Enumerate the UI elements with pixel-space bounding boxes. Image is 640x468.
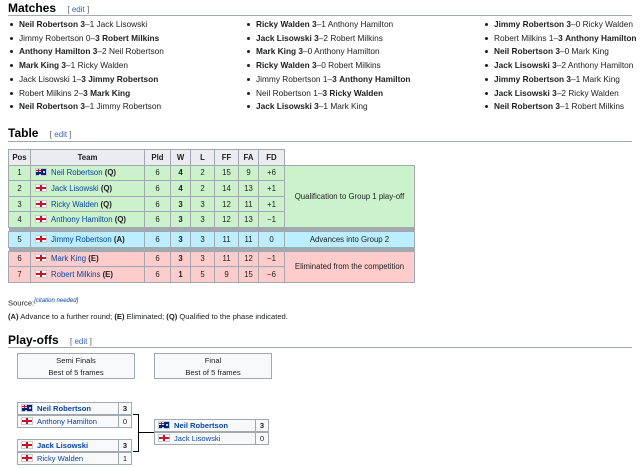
column-header[interactable]: Pos [9, 150, 31, 166]
w-cell: 4 [171, 181, 191, 197]
match-player-2: Anthony Hamilton [339, 73, 411, 84]
ff-cell: 12 [215, 196, 239, 212]
score-separator: – [316, 19, 322, 29]
team-cell [31, 181, 145, 197]
match-result [10, 18, 164, 32]
bracket-player-link[interactable]: Jack Lisowski [37, 441, 89, 450]
round-format: Best of 5 frames [48, 368, 104, 377]
pld-cell: 6 [145, 212, 171, 228]
match-score-2: 3 [332, 73, 337, 84]
fd-cell: +1 [259, 196, 285, 212]
table-heading [8, 126, 72, 140]
w-cell: 4 [171, 165, 191, 181]
table-heading-rule [8, 141, 632, 142]
bracket-score: 3 [255, 419, 269, 432]
team-cell [31, 165, 145, 181]
team-cell [31, 231, 145, 247]
player-link[interactable]: Neil Robertson [51, 168, 103, 178]
match-player-1: Jack Lisowski [256, 101, 312, 112]
match-result [10, 73, 164, 87]
match-player-1: Jack Lisowski [494, 60, 550, 71]
fa-cell: 12 [239, 251, 259, 267]
l-cell: 3 [191, 212, 215, 228]
player-link[interactable]: Ricky Walden [51, 199, 99, 209]
match-result [485, 73, 637, 87]
score-separator: – [571, 19, 576, 29]
status-tag: (Q) [100, 199, 112, 209]
table-edit-section: [ edit ] [49, 130, 72, 139]
match-player-2: Anthony Hamilton [565, 32, 637, 43]
column-header[interactable]: L [191, 150, 215, 166]
match-player-2: Mark King [90, 87, 131, 98]
team-cell [31, 251, 145, 267]
match-player-2: Robert Milkins [571, 101, 625, 112]
position-cell: 7 [9, 267, 31, 283]
matches-heading-rule [8, 15, 632, 16]
l-cell: 5 [191, 267, 215, 283]
match-score-1: 3 [80, 19, 85, 29]
l-cell: 3 [191, 231, 215, 247]
w-cell: 3 [171, 251, 191, 267]
australia-flag-icon [35, 168, 47, 176]
status-tag: (Q) [114, 215, 126, 225]
england-flag-icon [35, 184, 47, 192]
qualification-note: Qualification to Group 1 play-off [285, 165, 415, 227]
column-header[interactable]: Team [31, 150, 145, 166]
qualification-note: Advances into Group 2 [285, 231, 415, 247]
fa-cell: 15 [239, 267, 259, 283]
match-score-2: 2 [561, 87, 566, 98]
score-separator: – [97, 46, 103, 57]
match-score-1: 1 [322, 73, 328, 84]
match-score-1: 1 [72, 73, 77, 84]
fa-cell: 13 [239, 212, 259, 228]
match-player-2: Ricky Walden [582, 19, 633, 29]
match-player-2: Ricky Walden [329, 87, 384, 98]
match-player-2: Jimmy Robertson [88, 73, 159, 84]
match-player-2: Robert Milkins [328, 60, 381, 71]
playoffs-edit-link[interactable]: edit [74, 337, 88, 346]
status-tag: (Q) [100, 183, 113, 193]
match-result [485, 32, 637, 46]
match-score-1: 0 [85, 32, 91, 43]
england-flag-icon [21, 441, 33, 449]
fa-cell: 11 [239, 231, 259, 247]
match-score-2: 1 [70, 60, 76, 71]
matches-column-3 [485, 18, 637, 114]
match-score-2: 3 [83, 87, 88, 98]
matches-heading-text: Matches [8, 1, 57, 15]
pld-cell: 6 [145, 165, 171, 181]
match-score-2: 3 [322, 87, 328, 98]
standings-row [9, 165, 415, 181]
round-name: Semi Finals [56, 356, 96, 365]
w-cell: 1 [171, 267, 191, 283]
match-player-1: Jimmy Robertson [256, 73, 321, 84]
match-player-1: Ricky Walden [256, 19, 310, 29]
bracket-player [154, 419, 256, 432]
ff-cell: 14 [215, 181, 239, 197]
playoffs-heading-rule [8, 347, 632, 348]
match-result [247, 87, 411, 101]
score-separator: – [78, 87, 84, 98]
match-result [485, 59, 637, 73]
match-score-2: 1 [89, 101, 95, 112]
match-score-2: 0 [564, 46, 570, 57]
fd-cell: 0 [259, 231, 285, 247]
fd-cell: −6 [259, 267, 285, 283]
match-result [10, 87, 164, 101]
match-player-1: Robert Milkins [19, 87, 72, 98]
fd-cell: +1 [259, 181, 285, 197]
match-player-2: Robert Milkins [330, 32, 383, 43]
ff-cell: 11 [215, 251, 239, 267]
fa-cell: 13 [239, 181, 259, 197]
match-player-1: Jack Lisowski [19, 73, 70, 84]
match-score-1: 3 [80, 101, 85, 112]
score-separator: – [556, 60, 562, 71]
legend-text: Qualified to the phase indicated. [177, 312, 288, 321]
matches-edit-section: [ edit ] [67, 5, 90, 14]
match-result [10, 32, 164, 46]
match-player-2: Neil Robertson [108, 46, 164, 57]
match-score-2: 2 [323, 32, 328, 43]
match-player-2: Robert Milkins [102, 32, 160, 43]
ff-cell: 9 [215, 267, 239, 283]
table-legend [8, 312, 288, 321]
standings-row [9, 251, 415, 267]
match-result [485, 87, 637, 101]
match-result [247, 100, 411, 114]
match-score-1: 3 [552, 87, 557, 98]
l-cell: 2 [191, 165, 215, 181]
qualification-note: Eliminated from the competition [285, 251, 415, 282]
match-score-2: 3 [558, 32, 563, 43]
match-player-2: Jimmy Robertson [96, 101, 162, 112]
legend-text: Advance to a further round; [18, 312, 115, 321]
fd-cell: −1 [259, 212, 285, 228]
score-separator: – [84, 19, 90, 29]
fd-cell: +6 [259, 165, 285, 181]
bracket-player-link[interactable]: Neil Robertson [37, 404, 92, 413]
match-score-1: 3 [555, 46, 560, 57]
fa-cell: 9 [239, 165, 259, 181]
match-score-2: 3 [95, 32, 100, 43]
bracket-score: 0 [118, 415, 132, 428]
match-player-1: Mark King [19, 60, 60, 71]
match-player-1: Neil Robertson [19, 101, 79, 112]
bracket-player [17, 415, 119, 428]
match-result [485, 45, 637, 59]
match-result [247, 73, 411, 87]
match-player-1: Jimmy Robertson [19, 32, 84, 43]
match-player-1: Anthony Hamilton [19, 46, 91, 57]
match-player-1: Ricky Walden [256, 60, 310, 71]
score-separator: – [76, 73, 82, 84]
score-separator: – [553, 32, 559, 43]
citation-needed-link[interactable]: [citation needed] [34, 298, 79, 304]
position-cell: 5 [9, 231, 31, 247]
match-player-2: Mark King [582, 73, 620, 84]
matches-edit-link[interactable]: edit [71, 5, 85, 14]
bracket-player [17, 439, 119, 452]
match-score-2: 1 [321, 19, 326, 29]
position-cell: 2 [9, 181, 31, 197]
match-score-1: 3 [314, 32, 319, 43]
england-flag-icon [35, 200, 47, 208]
match-score-1: 3 [555, 101, 560, 112]
bracket-player [154, 432, 256, 445]
round-header-semi-finals [17, 353, 135, 379]
match-player-2: Anthony Hamilton [327, 19, 394, 29]
england-flag-icon [35, 254, 47, 262]
match-result [247, 18, 411, 32]
match-player-1: Mark King [256, 46, 297, 57]
england-flag-icon [21, 417, 33, 425]
australia-flag-icon [158, 421, 170, 429]
table-edit-link[interactable]: edit [54, 130, 68, 139]
match-score-2: 0 [307, 46, 313, 57]
match-result [247, 45, 411, 59]
pld-cell: 6 [145, 181, 171, 197]
column-header[interactable]: FA [239, 150, 259, 166]
match-result [10, 59, 164, 73]
england-flag-icon [158, 434, 170, 442]
legend-key: (A) [8, 312, 19, 321]
match-player-2: Mark King [571, 46, 609, 57]
score-separator: – [559, 101, 565, 112]
score-separator: – [66, 60, 71, 71]
l-cell: 2 [191, 181, 215, 197]
l-cell: 3 [191, 251, 215, 267]
match-score-2: 1 [564, 101, 570, 112]
match-score-1: 3 [298, 46, 304, 57]
pld-cell: 6 [145, 231, 171, 247]
column-header-blank [285, 150, 415, 166]
australia-flag-icon [21, 404, 33, 412]
bracket-connector [138, 414, 139, 452]
match-score-2: 1 [89, 19, 95, 29]
bracket-player-link[interactable]: Anthony Hamilton [37, 417, 97, 426]
ff-cell: 11 [215, 231, 239, 247]
team-cell [31, 212, 145, 228]
match-score-1: 3 [311, 19, 317, 29]
pld-cell: 6 [145, 267, 171, 283]
w-cell: 3 [171, 196, 191, 212]
position-cell: 3 [9, 196, 31, 212]
team-cell [31, 267, 145, 283]
ff-cell: 12 [215, 212, 239, 228]
match-score-1: 3 [311, 60, 317, 71]
england-flag-icon [35, 270, 47, 278]
position-cell: 4 [9, 212, 31, 228]
status-tag: (A) [113, 234, 125, 244]
bracket-score: 1 [118, 452, 132, 465]
match-score-2: 1 [323, 101, 328, 112]
fd-cell: −1 [259, 251, 285, 267]
match-player-1: Neil Robertson [494, 46, 554, 57]
match-score-1: 2 [73, 87, 79, 98]
match-score-2: 2 [561, 60, 566, 71]
match-player-2: Jack Lisowski [96, 19, 148, 29]
legend-text: Eliminated; [124, 312, 167, 321]
column-header[interactable]: Pld [145, 150, 171, 166]
bracket-player-link[interactable]: Ricky Walden [37, 454, 84, 463]
player-link[interactable]: Anthony Hamilton [51, 215, 113, 225]
player-link[interactable]: Jimmy Robertson [51, 234, 112, 244]
match-result [485, 100, 637, 114]
england-flag-icon [35, 235, 47, 243]
bracket-score: 0 [255, 432, 269, 445]
standings-row [9, 231, 415, 247]
round-format: Best of 5 frames [185, 368, 241, 377]
match-score-2: 0 [321, 60, 326, 71]
matches-column-1 [10, 18, 164, 114]
match-player-1: Jimmy Robertson [494, 19, 565, 29]
match-result [10, 100, 164, 114]
match-score-1: 3 [314, 101, 319, 112]
playoffs-heading [8, 333, 92, 347]
match-player-2: Ricky Walden [568, 87, 619, 98]
status-tag: (E) [88, 254, 99, 264]
w-cell: 3 [171, 212, 191, 228]
match-score-2: 1 [575, 73, 581, 84]
bracket-connector [138, 432, 154, 433]
match-player-1: Neil Robertson [256, 87, 311, 98]
score-separator: – [84, 101, 90, 112]
match-player-2: Mark King [330, 101, 368, 112]
score-separator: – [316, 60, 322, 71]
status-tag: (E) [102, 269, 113, 279]
match-player-1: Neil Robertson [19, 19, 79, 29]
score-separator: – [303, 46, 308, 57]
match-score-1: 1 [548, 32, 554, 43]
round-name: Final [204, 356, 222, 365]
match-result [247, 59, 411, 73]
match-score-1: 3 [92, 46, 98, 57]
match-score-1: 3 [566, 73, 572, 84]
standings-header-row [9, 150, 415, 166]
bracket-player-link[interactable]: Neil Robertson [174, 421, 229, 430]
match-result [10, 45, 164, 59]
score-separator: – [556, 87, 562, 98]
legend-key: (Q) [166, 312, 178, 321]
bracket-score: 3 [118, 439, 132, 452]
player-link[interactable]: Robert Milkins [51, 269, 101, 279]
match-result [485, 18, 637, 32]
ff-cell: 15 [215, 165, 239, 181]
match-player-1: Neil Robertson [494, 101, 554, 112]
column-header[interactable]: FF [215, 150, 239, 166]
match-player-1: Jimmy Robertson [494, 73, 565, 84]
table-heading-text: Table [8, 126, 39, 140]
score-separator: – [327, 73, 333, 84]
match-score-1: 3 [552, 60, 557, 71]
legend-key: (E) [114, 312, 125, 321]
england-flag-icon [21, 454, 33, 462]
position-cell: 1 [9, 165, 31, 181]
score-separator: – [318, 101, 324, 112]
score-separator: – [559, 46, 565, 57]
round-header-final [154, 353, 272, 379]
l-cell: 3 [191, 196, 215, 212]
player-link[interactable]: Mark King [51, 254, 87, 264]
playoffs-edit-section: [ edit ] [70, 337, 92, 346]
england-flag-icon [35, 215, 47, 223]
matches-heading [8, 1, 89, 15]
match-player-2: Anthony Hamilton [314, 46, 380, 57]
pld-cell: 6 [145, 196, 171, 212]
bracket-player [17, 402, 119, 415]
status-tag: (Q) [104, 168, 117, 178]
match-score-2: 2 [102, 46, 107, 57]
match-player-1: Robert Milkins [494, 32, 547, 43]
playoffs-heading-text: Play-offs [8, 333, 59, 347]
match-player-1: Jack Lisowski [494, 87, 550, 98]
matches-column-2 [247, 18, 411, 114]
match-player-2: Ricky Walden [77, 60, 129, 71]
match-player-2: Anthony Hamilton [567, 60, 634, 71]
fa-cell: 11 [239, 196, 259, 212]
match-score-1: 1 [313, 87, 318, 98]
source-label: Source: [8, 298, 35, 308]
match-result [247, 32, 411, 46]
bracket-player-link[interactable]: Jack Lisowski [174, 434, 221, 443]
source-line [8, 298, 78, 308]
player-link[interactable]: Jack Lisowski [51, 183, 99, 193]
column-header[interactable]: W [171, 150, 191, 166]
score-separator: – [317, 87, 323, 98]
w-cell: 3 [171, 231, 191, 247]
match-score-2: 3 [81, 73, 86, 84]
match-score-1: 3 [566, 19, 572, 29]
bracket-player [17, 452, 119, 465]
position-cell: 6 [9, 251, 31, 267]
score-separator: – [571, 73, 576, 84]
bracket-score: 3 [118, 402, 132, 415]
match-player-1: Jack Lisowski [256, 32, 312, 43]
pld-cell: 6 [145, 251, 171, 267]
column-header[interactable]: FD [259, 150, 285, 166]
team-cell [31, 196, 145, 212]
match-score-1: 3 [61, 60, 67, 71]
score-separator: – [90, 32, 96, 43]
score-separator: – [318, 32, 324, 43]
match-score-2: 0 [575, 19, 581, 29]
standings-table [8, 149, 415, 283]
